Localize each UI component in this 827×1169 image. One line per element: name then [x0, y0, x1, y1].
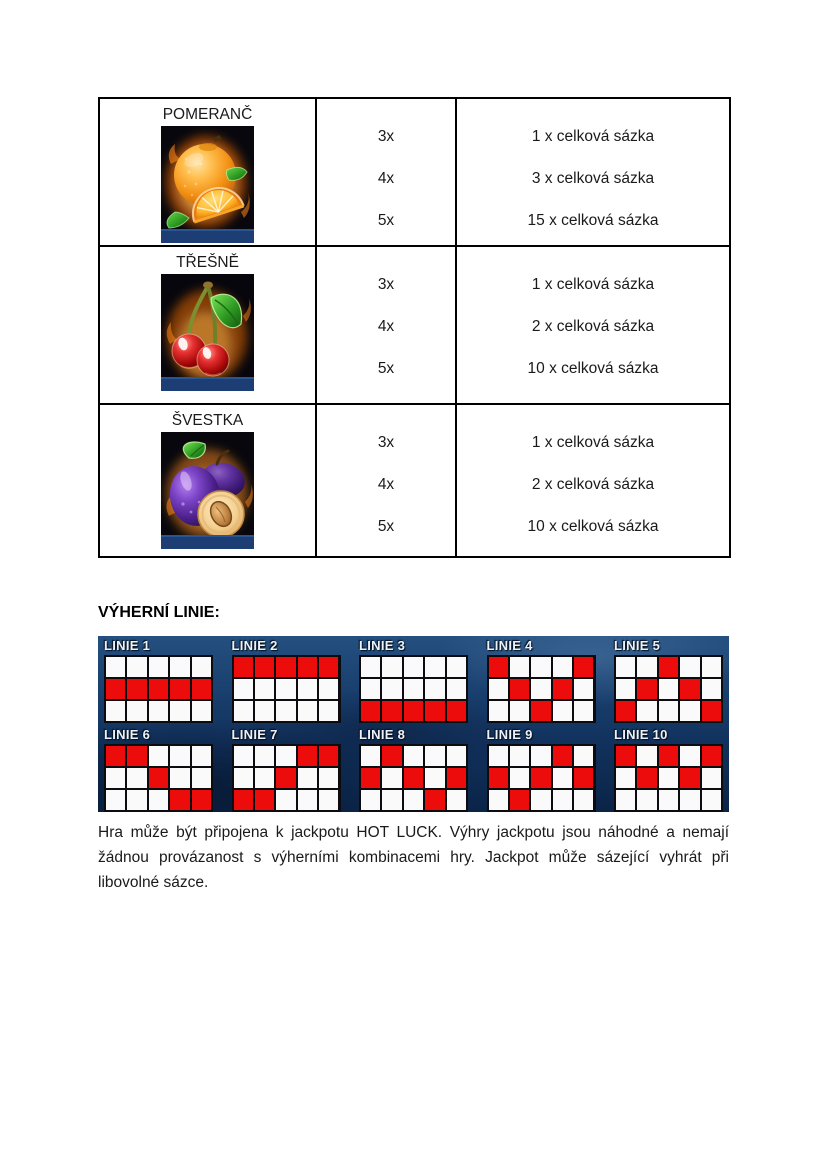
payout-value: 1 x celková sázka	[531, 276, 655, 293]
line-cell-white	[616, 657, 635, 677]
line-cell-white	[106, 768, 125, 788]
line-cell-white	[637, 657, 656, 677]
line-cell-red	[276, 657, 295, 677]
line-cell-white	[553, 768, 572, 788]
winline-pattern-grid	[104, 744, 213, 812]
winline-label: LINIE 3	[359, 638, 406, 653]
line-cell-white	[531, 679, 550, 699]
line-cell-white	[425, 657, 444, 677]
line-cell-red	[637, 679, 656, 699]
symbol-name: ŠVESTKA	[171, 412, 244, 429]
winline-pattern-grid	[232, 744, 341, 812]
line-cell-white	[574, 746, 593, 766]
line-cell-white	[637, 790, 656, 810]
line-cell-red	[149, 679, 168, 699]
line-cell-white	[127, 657, 146, 677]
line-cell-white	[616, 768, 635, 788]
line-cell-red	[170, 679, 189, 699]
line-cell-red	[255, 790, 274, 810]
line-cell-white	[255, 746, 274, 766]
jackpot-note: Hra může být připojena k jackpotu HOT LUCK. Výhry jackpotu jsou náhodné a nemají žádnou provázanost s výherními kombinacemi hry. Jackpot může sázející vyhrát při libovolné sázce.	[98, 824, 729, 891]
line-cell-white	[637, 746, 656, 766]
winline-block	[232, 639, 341, 723]
line-cell-red	[489, 768, 508, 788]
line-cell-red	[659, 657, 678, 677]
winline-block	[614, 639, 723, 723]
winline-pattern-grid	[232, 655, 341, 723]
line-cell-red	[192, 790, 211, 810]
line-cell-red	[510, 790, 529, 810]
match-count: 4x	[377, 476, 395, 493]
payout-value: 1 x celková sázka	[531, 434, 655, 451]
line-cell-white	[106, 701, 125, 721]
winline-pattern-grid	[487, 744, 596, 812]
payout-cell	[456, 98, 730, 246]
winline-block	[104, 639, 213, 723]
winline-block	[487, 728, 596, 812]
winline-pattern-grid	[104, 655, 213, 723]
line-cell-white	[149, 790, 168, 810]
line-cell-white	[425, 679, 444, 699]
winline-label: LINIE 8	[359, 727, 406, 742]
plum-symbol-image	[161, 432, 254, 549]
line-cell-white	[447, 679, 466, 699]
line-cell-red	[106, 746, 125, 766]
winline-label: LINIE 4	[486, 638, 533, 653]
line-cell-white	[170, 701, 189, 721]
line-cell-red	[234, 790, 253, 810]
payout-value: 3 x celková sázka	[531, 170, 655, 187]
winline-block	[104, 728, 213, 812]
line-cell-red	[489, 657, 508, 677]
line-cell-white	[574, 701, 593, 721]
line-cell-white	[127, 790, 146, 810]
line-cell-red	[382, 746, 401, 766]
line-cell-white	[447, 746, 466, 766]
line-cell-white	[382, 768, 401, 788]
line-cell-white	[680, 746, 699, 766]
line-cell-red	[702, 746, 721, 766]
line-cell-white	[680, 657, 699, 677]
line-cell-white	[531, 746, 550, 766]
line-cell-red	[127, 679, 146, 699]
line-cell-white	[659, 701, 678, 721]
line-cell-white	[553, 790, 572, 810]
line-cell-white	[255, 701, 274, 721]
winline-block	[359, 728, 468, 812]
line-cell-white	[616, 790, 635, 810]
winline-block	[487, 639, 596, 723]
line-cell-white	[319, 701, 338, 721]
line-cell-white	[298, 701, 317, 721]
winline-label: LINIE 5	[614, 638, 661, 653]
line-cell-white	[192, 701, 211, 721]
payout-value: 10 x celková sázka	[527, 518, 659, 535]
line-cell-white	[553, 657, 572, 677]
line-cell-white	[170, 657, 189, 677]
line-cell-white	[659, 790, 678, 810]
line-cell-red	[659, 746, 678, 766]
line-cell-white	[276, 746, 295, 766]
payout-cell	[456, 246, 730, 404]
line-cell-white	[234, 746, 253, 766]
paytable	[98, 97, 731, 558]
match-count-cell	[316, 246, 456, 404]
symbol-cell	[99, 404, 316, 557]
line-cell-white	[702, 679, 721, 699]
line-cell-red	[404, 768, 423, 788]
table-row	[99, 404, 730, 557]
line-cell-white	[319, 679, 338, 699]
line-cell-white	[447, 657, 466, 677]
line-cell-white	[170, 768, 189, 788]
match-count: 5x	[377, 212, 395, 229]
line-cell-white	[298, 790, 317, 810]
line-cell-white	[106, 657, 125, 677]
match-count: 4x	[377, 318, 395, 335]
line-cell-white	[298, 768, 317, 788]
line-cell-white	[404, 657, 423, 677]
line-cell-white	[276, 679, 295, 699]
line-cell-white	[319, 790, 338, 810]
line-cell-red	[234, 657, 253, 677]
line-cell-white	[531, 790, 550, 810]
match-count: 5x	[377, 360, 395, 377]
line-cell-white	[702, 790, 721, 810]
symbol-name: TŘEŠNĚ	[176, 254, 239, 271]
line-cell-white	[234, 679, 253, 699]
line-cell-white	[361, 679, 380, 699]
symbol-name: POMERANČ	[162, 106, 253, 123]
line-cell-white	[531, 657, 550, 677]
line-cell-red	[702, 701, 721, 721]
match-count: 5x	[377, 518, 395, 535]
line-cell-white	[234, 701, 253, 721]
symbol-cell	[99, 98, 316, 246]
line-cell-red	[425, 701, 444, 721]
line-cell-white	[425, 768, 444, 788]
line-cell-white	[192, 768, 211, 788]
line-cell-white	[637, 701, 656, 721]
line-cell-red	[637, 768, 656, 788]
line-cell-white	[425, 746, 444, 766]
line-cell-white	[127, 701, 146, 721]
payout-value: 10 x celková sázka	[527, 360, 659, 377]
line-cell-white	[553, 701, 572, 721]
winline-label: LINIE 10	[614, 727, 668, 742]
table-row	[99, 246, 730, 404]
line-cell-white	[680, 790, 699, 810]
line-cell-white	[170, 746, 189, 766]
line-cell-white	[489, 679, 508, 699]
line-cell-white	[149, 746, 168, 766]
cherries-symbol-image	[161, 274, 254, 391]
match-count-cell	[316, 404, 456, 557]
line-cell-white	[404, 746, 423, 766]
winline-label: LINIE 7	[231, 727, 278, 742]
line-cell-white	[192, 657, 211, 677]
line-cell-white	[361, 746, 380, 766]
line-cell-white	[106, 790, 125, 810]
winlines-heading: VÝHERNÍ LINIE:	[98, 604, 220, 621]
line-cell-red	[447, 701, 466, 721]
line-cell-red	[361, 701, 380, 721]
payout-value: 2 x celková sázka	[531, 476, 655, 493]
winline-label: LINIE 1	[104, 638, 151, 653]
line-cell-red	[170, 790, 189, 810]
line-cell-red	[616, 701, 635, 721]
payout-value: 15 x celková sázka	[527, 212, 659, 229]
line-cell-white	[616, 679, 635, 699]
line-cell-white	[255, 768, 274, 788]
line-cell-red	[574, 657, 593, 677]
line-cell-red	[361, 768, 380, 788]
line-cell-white	[702, 657, 721, 677]
line-cell-white	[276, 701, 295, 721]
line-cell-white	[149, 701, 168, 721]
line-cell-white	[489, 701, 508, 721]
line-cell-white	[659, 679, 678, 699]
line-cell-red	[553, 679, 572, 699]
line-cell-red	[319, 657, 338, 677]
line-cell-white	[382, 679, 401, 699]
line-cell-red	[298, 746, 317, 766]
line-cell-white	[234, 768, 253, 788]
line-cell-white	[361, 657, 380, 677]
line-cell-red	[404, 701, 423, 721]
line-cell-red	[553, 746, 572, 766]
payout-cell	[456, 404, 730, 557]
line-cell-white	[510, 657, 529, 677]
winline-label: LINIE 2	[231, 638, 278, 653]
line-cell-red	[447, 768, 466, 788]
line-cell-white	[404, 679, 423, 699]
line-cell-white	[680, 701, 699, 721]
line-cell-white	[510, 701, 529, 721]
line-cell-red	[319, 746, 338, 766]
winline-label: LINIE 6	[104, 727, 151, 742]
match-count: 4x	[377, 170, 395, 187]
match-count-cell	[316, 98, 456, 246]
line-cell-red	[149, 768, 168, 788]
line-cell-red	[276, 768, 295, 788]
line-cell-white	[361, 790, 380, 810]
match-count: 3x	[377, 434, 395, 451]
symbol-cell	[99, 246, 316, 404]
line-cell-red	[298, 657, 317, 677]
line-cell-white	[404, 790, 423, 810]
winline-block	[614, 728, 723, 812]
table-row	[99, 98, 730, 246]
match-count: 3x	[377, 276, 395, 293]
line-cell-red	[510, 679, 529, 699]
line-cell-white	[319, 768, 338, 788]
line-cell-white	[447, 790, 466, 810]
line-cell-white	[489, 746, 508, 766]
line-cell-red	[106, 679, 125, 699]
winline-pattern-grid	[359, 655, 468, 723]
winline-pattern-grid	[614, 744, 723, 812]
line-cell-red	[616, 746, 635, 766]
line-cell-white	[574, 679, 593, 699]
line-cell-white	[702, 768, 721, 788]
line-cell-red	[382, 701, 401, 721]
line-cell-white	[192, 746, 211, 766]
line-cell-white	[298, 679, 317, 699]
winlines-panel	[98, 636, 729, 812]
line-cell-red	[255, 657, 274, 677]
line-cell-red	[680, 768, 699, 788]
line-cell-white	[510, 746, 529, 766]
line-cell-red	[531, 701, 550, 721]
match-count: 3x	[377, 128, 395, 145]
payout-value: 2 x celková sázka	[531, 318, 655, 335]
line-cell-red	[425, 790, 444, 810]
line-cell-white	[149, 657, 168, 677]
line-cell-white	[255, 679, 274, 699]
line-cell-white	[659, 768, 678, 788]
line-cell-red	[680, 679, 699, 699]
winline-pattern-grid	[614, 655, 723, 723]
line-cell-white	[489, 790, 508, 810]
line-cell-white	[127, 768, 146, 788]
line-cell-white	[382, 657, 401, 677]
winline-pattern-grid	[359, 744, 468, 812]
line-cell-red	[192, 679, 211, 699]
winline-block	[359, 639, 468, 723]
winline-pattern-grid	[487, 655, 596, 723]
line-cell-white	[276, 790, 295, 810]
line-cell-white	[574, 790, 593, 810]
line-cell-red	[531, 768, 550, 788]
winline-block	[232, 728, 341, 812]
payout-value: 1 x celková sázka	[531, 128, 655, 145]
line-cell-red	[127, 746, 146, 766]
line-cell-red	[574, 768, 593, 788]
line-cell-white	[510, 768, 529, 788]
winline-label: LINIE 9	[486, 727, 533, 742]
line-cell-white	[382, 790, 401, 810]
orange-symbol-image	[161, 126, 254, 243]
